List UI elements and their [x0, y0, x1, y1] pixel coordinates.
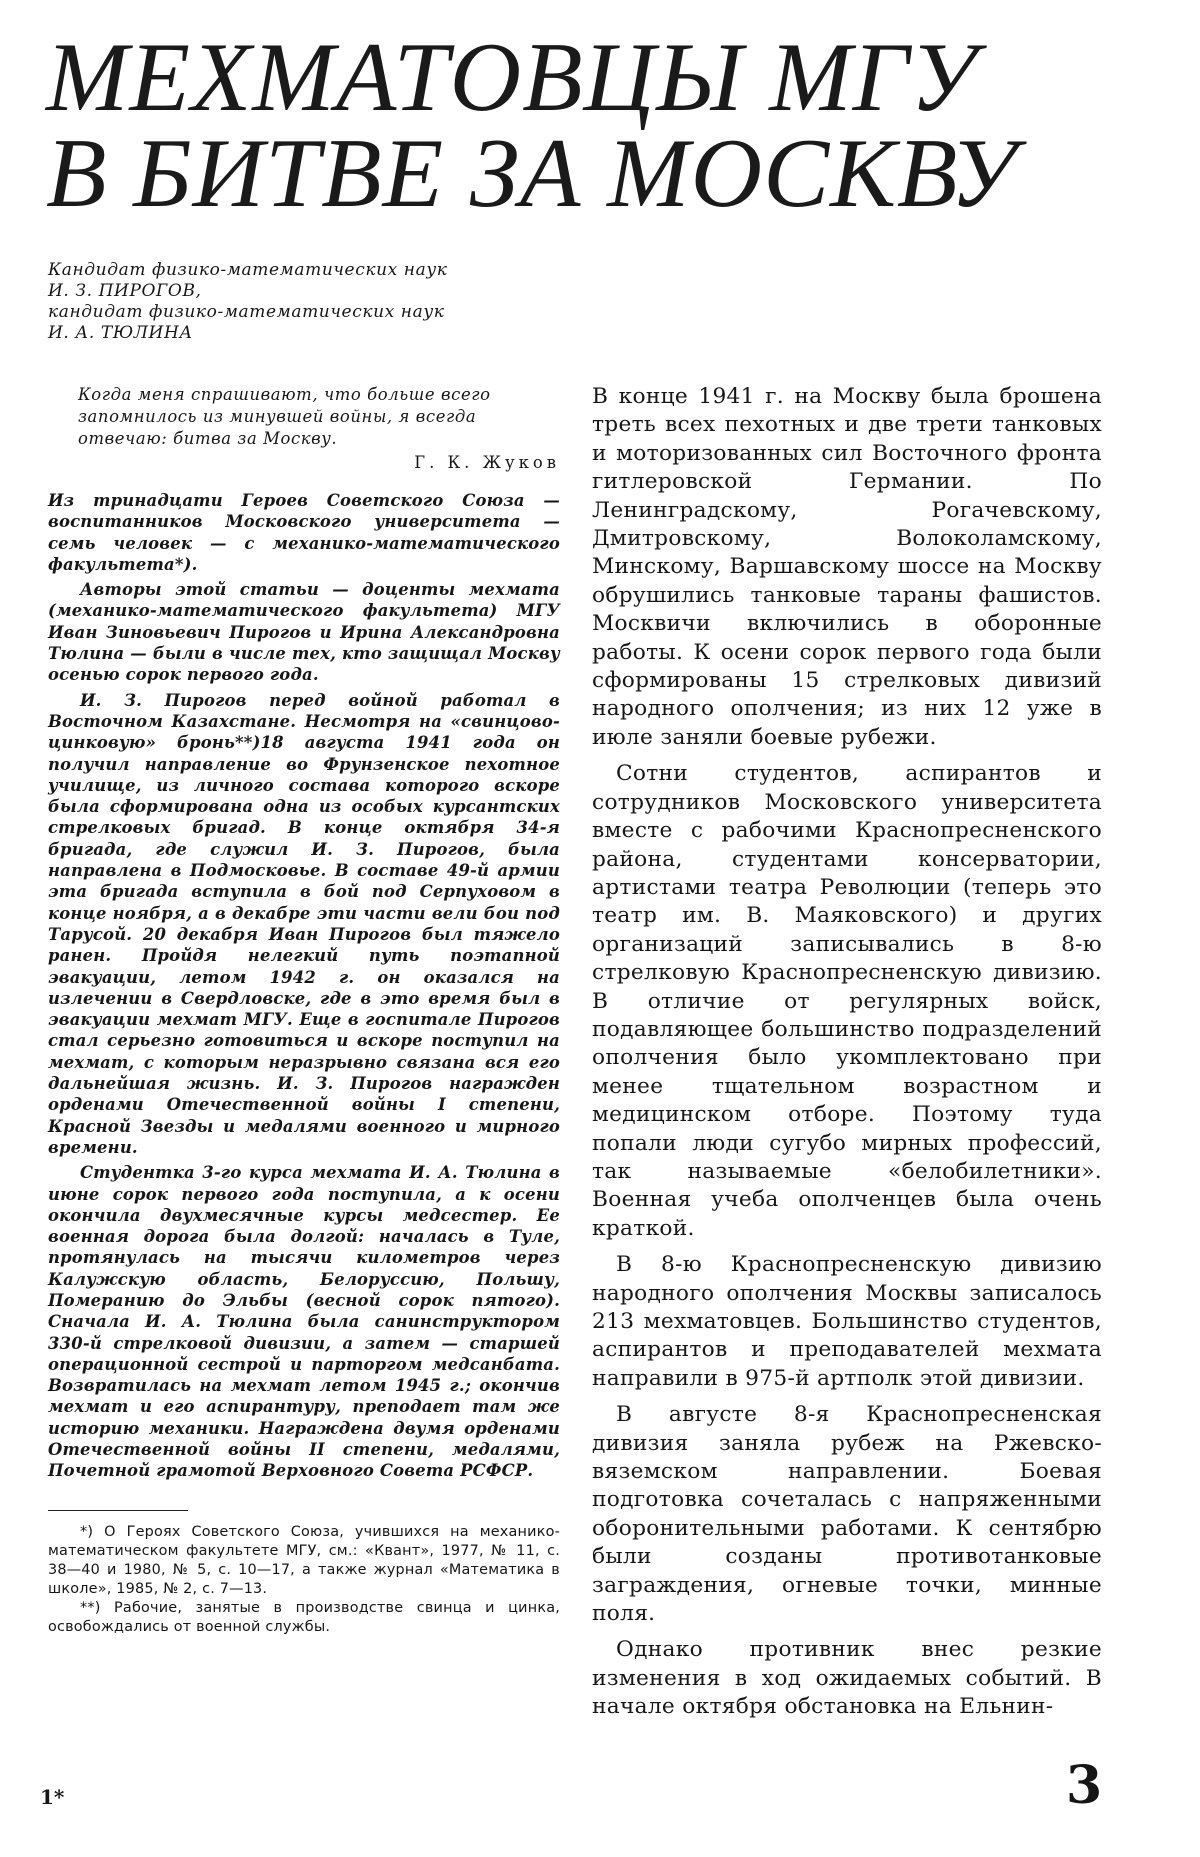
intro-paragraph: Авторы этой статьи — доценты мехмата (механико-математического факультета) МГУ Иван Зиновьевич Пирогов и Ирина Александровна Тюлина — были в числе тех, кто защищал Москву осенью сорок первого года.: [48, 580, 560, 685]
body-paragraph: В конце 1941 г. на Москву была брошена треть всех пехотных и две трети танковых и моторизованных сил Восточного фронта гитлеровской Германии. По Ленинградскому, Рогачевскому, Дмитровскому, Волоколамскому, Минскому, Варшавскому шоссе на Москву обрушились танковые тараны фашистов. Москвичи включились в оборонные работы. К осени сорок первого года были сформированы 15 стрелковых дивизий народного ополчения; из них 12 уже в июле заняли боевые рубежи.: [592, 384, 1102, 750]
author-degree-2: кандидат физико-математических наук: [48, 302, 445, 322]
author-name-1: И. З. ПИРОГОВ,: [48, 281, 202, 301]
author-block: [48, 260, 508, 344]
author-degree-1: Кандидат физико-математических наук: [48, 260, 448, 280]
right-column: [592, 383, 1102, 1730]
intro-paragraph: Из тринадцати Героев Советского Союза — воспитанников Московского университета — семь человек — с механико-математического факультета*).: [48, 491, 560, 574]
epigraph: [78, 384, 560, 474]
footnote-divider: [48, 1510, 188, 1511]
body-paragraph: Сотни студентов, аспирантов и сотрудников Московского университета вместе с рабочими Краснопресненского района, студентами консерватории, артистами театра Революции (теперь это театр им. В. Маяковского) и других организаций записывались в 8-ю стрелковую Краснопресненскую дивизию. В отличие от регулярных войск, подавляющее большинство подразделений ополчения было укомплектовано при менее тщательном возрастном и медицинском отборе. Поэтому туда попали люди сугубо мирных профессий, так называемые «белобилетники». Военная учеба ополченцев была очень краткой.: [592, 761, 1102, 1241]
body-paragraph: В августе 8-я Краснопресненская дивизия заняла рубеж на Ржевско-вяземском направлении. Боевая подготовка сочеталась с напряженными оборонительными работами. К сентябрю были созданы противотанковые заграждения, огневые точки, минные поля.: [592, 1402, 1102, 1627]
footnote: *) О Героях Советского Союза, учившихся на механико-математическом факультете МГУ, см.: «Квант», 1977, № 11, с. 38—40 и 1980, № 5, с. 10—17, а также журнал «Математика в школе», 1985, № 2, с. 7—13.: [48, 1523, 560, 1597]
page-number: 3: [1066, 1755, 1103, 1816]
title-line-1: МЕХМАТОВЦЫ МГУ: [46, 23, 978, 132]
author-intro: [48, 490, 560, 1482]
intro-paragraph: И. З. Пирогов перед войной работал в Восточном Казахстане. Несмотря на «свинцово-цинковую» бронь**)18 августа 1941 года он получил направление во Фрунзенское пехотное училище, из личного состава которого вскоре была сформирована одна из особых курсантских стрелковых бригад. В конце октября 34-я бригада, где служил И. З. Пирогов, была направлена в Подмосковье. В составе 49-й армии эта бригада вступила в бой под Серпуховом в конце ноября, а в декабре эти части вели бои под Тарусой. 20 декабря Иван Пирогов был тяжело ранен. Пройдя нелегкий путь поэтапной эвакуации, летом 1942 г. он оказался на излечении в Свердловске, где в это время был в эвакуации мехмат МГУ. Еще в госпитале Пирогов стал серьезно готовиться и вскоре поступил на мехмат, с которым неразрывно связана вся его дальнейшая жизнь. И. З. Пирогов награжден орденами Отечественной войны I степени, Красной Звезды и медалями военного и мирного времени.: [48, 690, 560, 1157]
body-paragraph: В 8-ю Краснопресненскую дивизию народного ополчения Москвы записалось 213 мехматовцев. Большинство студентов, аспирантов и преподавателей мехмата направили в 975-й артполк этой дивизии.: [592, 1252, 1102, 1391]
title-line-2: В БИТВЕ ЗА МОСКВУ: [46, 119, 1018, 228]
body-paragraph: Однако противник внес резкие изменения в ход ожидаемых событий. В начале октября обстановка на Ельнин-: [592, 1637, 1102, 1720]
author-name-2: И. А. ТЮЛИНА: [48, 323, 193, 343]
epigraph-text: Когда меня спрашивают, что больше всего запомнилось из минувшей войны, я всегда отвечаю: битва за Москву.: [78, 385, 491, 448]
signature-mark: 1*: [40, 1785, 65, 1809]
footnote: **) Рабочие, занятые в производстве свинца и цинка, освобождались от военной службы.: [48, 1599, 560, 1635]
intro-paragraph: Студентка 3-го курса мехмата И. А. Тюлина в июне сорок первого года поступила, а к осени окончила двухмесячные курсы медсестер. Ее военная дорога была долгой: началась в Туле, протянулась на тысячи километров через Калужскую область, Белоруссию, Польшу, Померанию до Эльбы (весной сорок пятого). Сначала И. А. Тюлина была санинструктором 330-й стрелковой дивизии, а затем — старшей операционной сестрой и парторгом медсанбата. Возвратилась на мехмат летом 1945 г.; окончив мехмат и его аспирантуру, преподает там же историю механики. Награждена двумя орденами Отечественной войны II степени, медалями, Почетной грамотой Верховного Совета РСФСР.: [48, 1163, 560, 1481]
footnotes: [48, 1523, 560, 1637]
left-column: [48, 384, 560, 1637]
article-title: [46, 23, 1046, 228]
epigraph-author: Г. К. Жуков: [414, 453, 560, 472]
